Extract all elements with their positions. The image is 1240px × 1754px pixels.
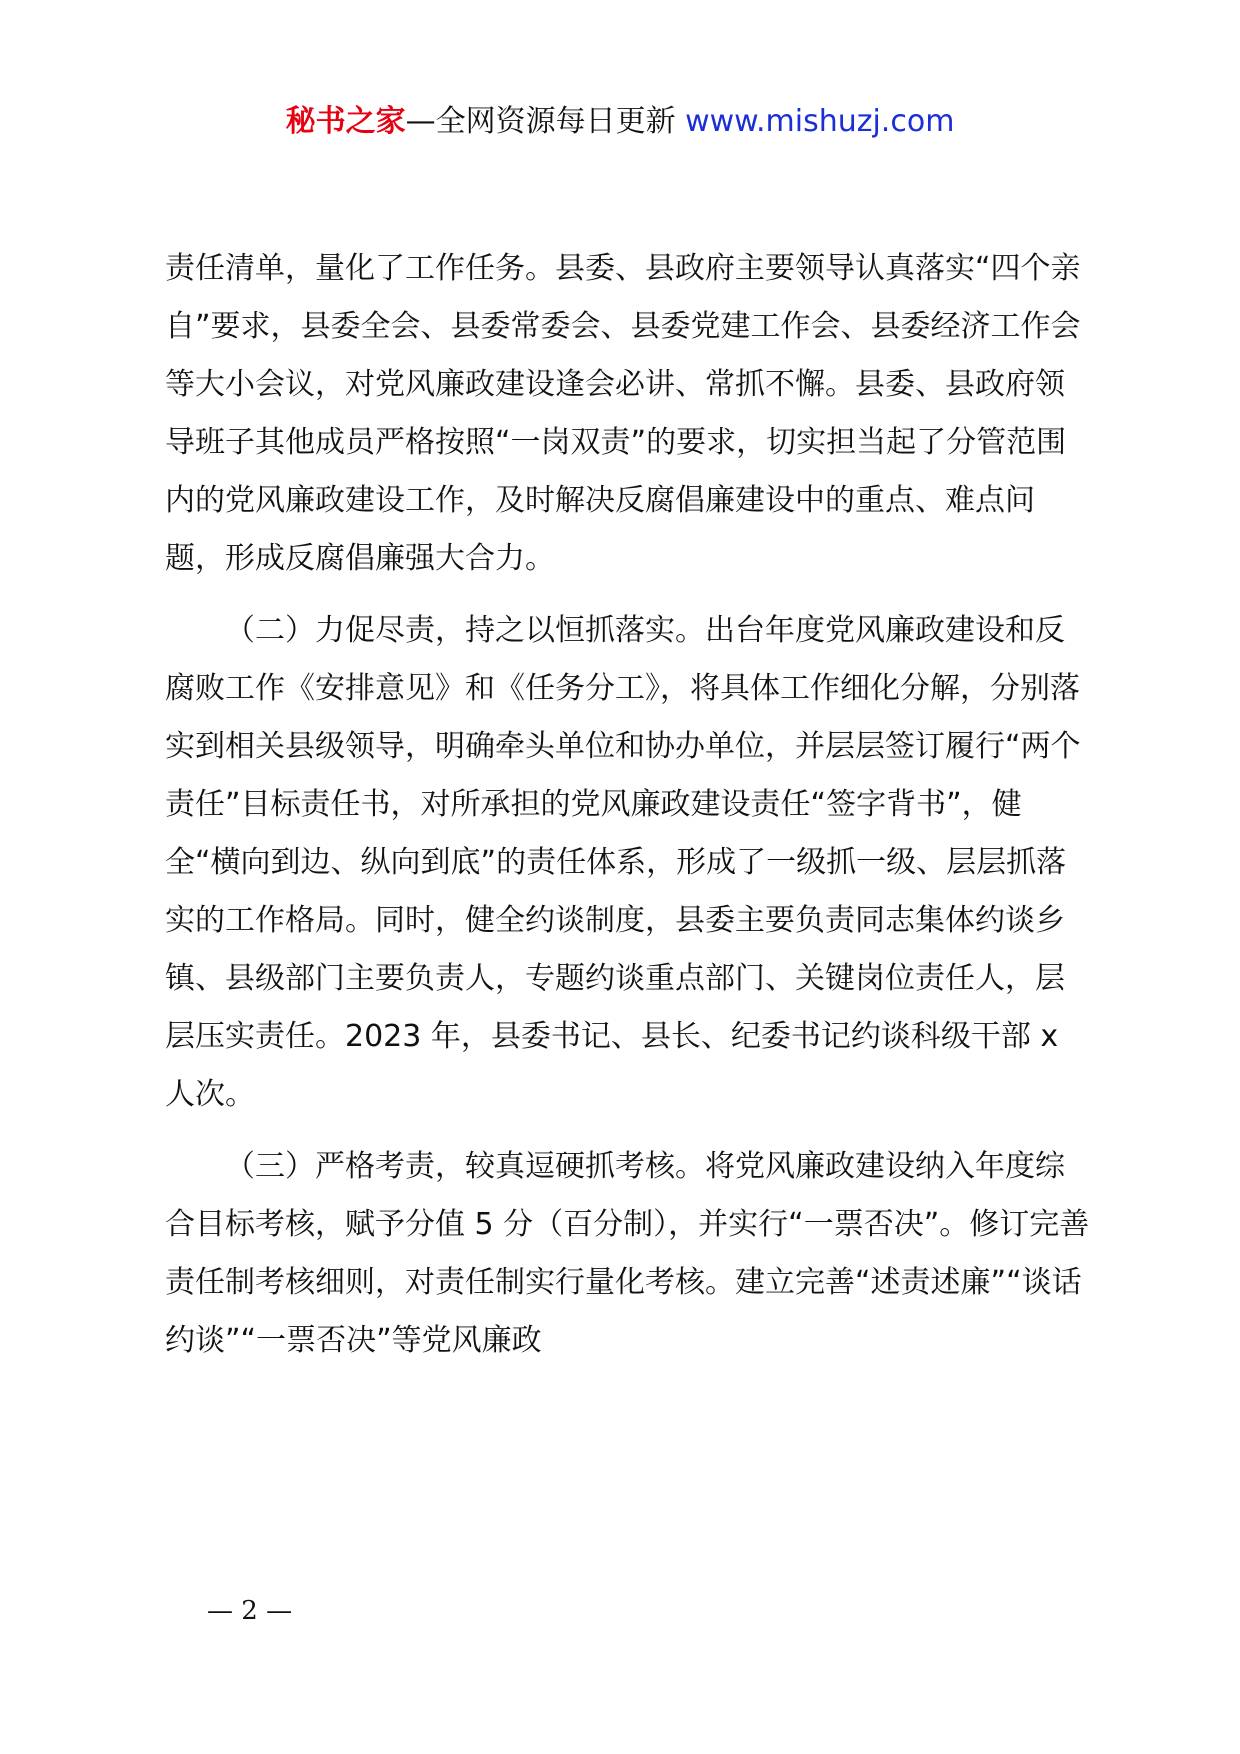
- site-url: www.mishuzj.com: [675, 104, 955, 139]
- paragraph-section-3: （三）严格考责，较真逗硬抓考核。将党风廉政建设纳入年度综合目标考核，赋予分值 5 分（百分制），并实行“一票否决”。修订完善责任制考核细则，对责任制实行量化考核。建立完善“述责述廉”“谈话约谈”“一票否决”等党风廉政: [165, 1149, 1090, 1358]
- document-body: [165, 240, 1090, 1370]
- page-number: — 2 —: [207, 1596, 293, 1626]
- page-header: [0, 100, 1240, 144]
- header-slogan: —全网资源每日更新: [405, 104, 676, 139]
- brand-name: 秘书之家: [285, 104, 406, 139]
- paragraph-section-2: （二）力促尽责，持之以恒抓落实。出台年度党风廉政建设和反腐败工作《安排意见》和《任务分工》，将具体工作细化分解，分别落实到相关县级领导，明确牵头单位和协办单位，并层层签订履行“两个责任”目标责任书，对所承担的党风廉政建设责任“签字背书”，健全“横向到边、纵向到底”的责任体系，形成了一级抓一级、层层抓落实的工作格局。同时，健全约谈制度，县委主要负责同志集体约谈乡镇、县级部门主要负责人，专题约谈重点部门、关键岗位责任人，层层压实责任。2023 年，县委书记、县长、纪委书记约谈科级干部 x 人次。: [165, 613, 1081, 1112]
- paragraph-continued: 责任清单，量化了工作任务。县委、县政府主要领导认真落实“四个亲自”要求，县委全会、县委常委会、县委党建工作会、县委经济工作会等大小会议，对党风廉政建设逢会必讲、常抓不懈。县委、县政府领导班子其他成员严格按照“一岗双责”的要求，切实担当起了分管范围内的党风廉政建设工作，及时解决反腐倡廉建设中的重点、难点问题，形成反腐倡廉强大合力。: [165, 251, 1081, 576]
